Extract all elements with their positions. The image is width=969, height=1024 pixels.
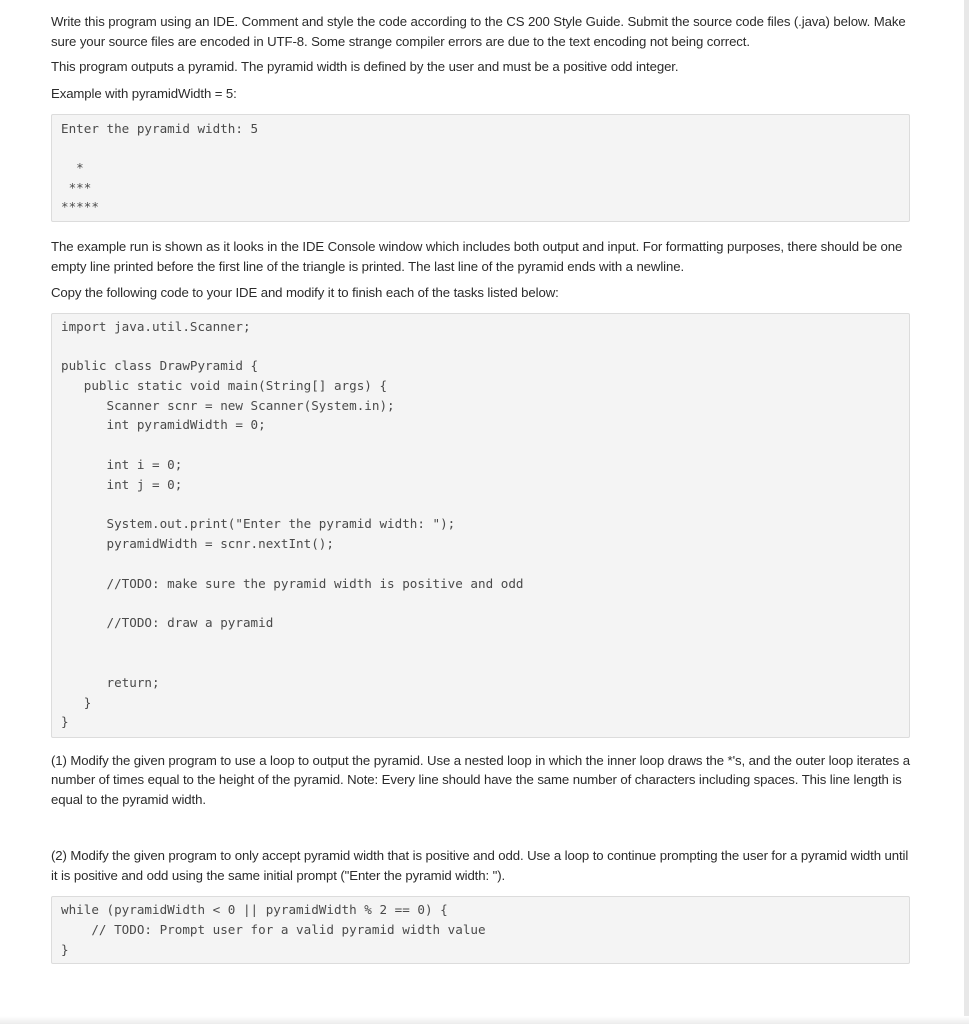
code-line [61,336,900,356]
code-line: public static void main(String[] args) { [61,377,388,393]
code-line: int pyramidWidth = 0; [61,417,266,433]
starter-code-block [51,313,910,738]
code-line: Scanner scnr = new Scanner(System.in); [61,397,395,413]
code-line: //TODO: draw a pyramid [61,615,274,631]
code-line: System.out.print("Enter the pyramid width: "); [61,516,456,532]
code-line: } [61,714,69,730]
code-line: return; [61,674,160,690]
code-line: import java.util.Scanner; [61,318,251,334]
intro-paragraph-1: Write this program using an IDE. Comment and style the code according to the CS 200 Style Guide. Submit the source code files (.java) below. Make sure your source files are encoded in UTF-8. Some strange compiler errors are due to the text encoding not being correct. [51,14,906,49]
code-line [61,554,900,574]
code-line: public class DrawPyramid { [61,358,259,374]
intro-paragraph-2: This program outputs a pyramid. The pyramid width is defined by the user and must be a positive odd integer. [51,59,679,74]
code-line: int j = 0; [61,476,183,492]
example-run-block [51,114,910,222]
code-line: //TODO: make sure the pyramid width is positive and odd [61,575,524,591]
task-1-paragraph: (1) Modify the given program to use a loop to output the pyramid. Use a nested loop in which the inner loop draws the *'s, and the outer loop iterates a number of times equal to the height of the pyramid. Note: Every line should have the same number of characters including spaces. This line length is equal to the pyramid width. [51,752,910,807]
code-line [61,594,900,614]
code-line: * [61,160,84,176]
code-line [61,435,900,455]
page-right-edge [964,0,969,1024]
assignment-content [51,12,911,964]
code-line [61,495,900,515]
task-2-paragraph: (2) Modify the given program to only accept pyramid width that is positive and odd. Use a loop to continue prompting the user for a pyramid width until it is positive and odd using the same initial prompt ("Enter the pyramid width: "). [51,848,909,883]
explanation-paragraph-1: The example run is shown as it looks in the IDE Console window which includes both output and input. For formatting purposes, there should be one empty line printed before the first line of the triangle is printed. The last line of the pyramid ends with a newline. [51,239,903,274]
code-line [61,139,900,159]
intro-paragraph-3: Example with pyramidWidth = 5: [51,85,237,101]
code-line: *** [61,179,92,195]
code-line: Enter the pyramid width: 5 [61,121,259,136]
code-line [61,633,900,653]
loop-code-block [51,896,910,964]
explanation-paragraph-2: Copy the following code to your IDE and modify it to finish each of the tasks listed below: [51,285,559,300]
code-line: } [61,694,92,710]
code-line: } [61,941,69,957]
code-line: pyramidWidth = scnr.nextInt(); [61,536,334,552]
code-line [61,653,900,673]
code-line: // TODO: Prompt user for a valid pyramid width value [61,921,486,937]
code-line: int i = 0; [61,457,183,473]
code-line: ***** [61,199,99,215]
page-bottom-edge [0,1016,969,1024]
code-line: while (pyramidWidth < 0 || pyramidWidth % 2 == 0) { [61,902,448,917]
